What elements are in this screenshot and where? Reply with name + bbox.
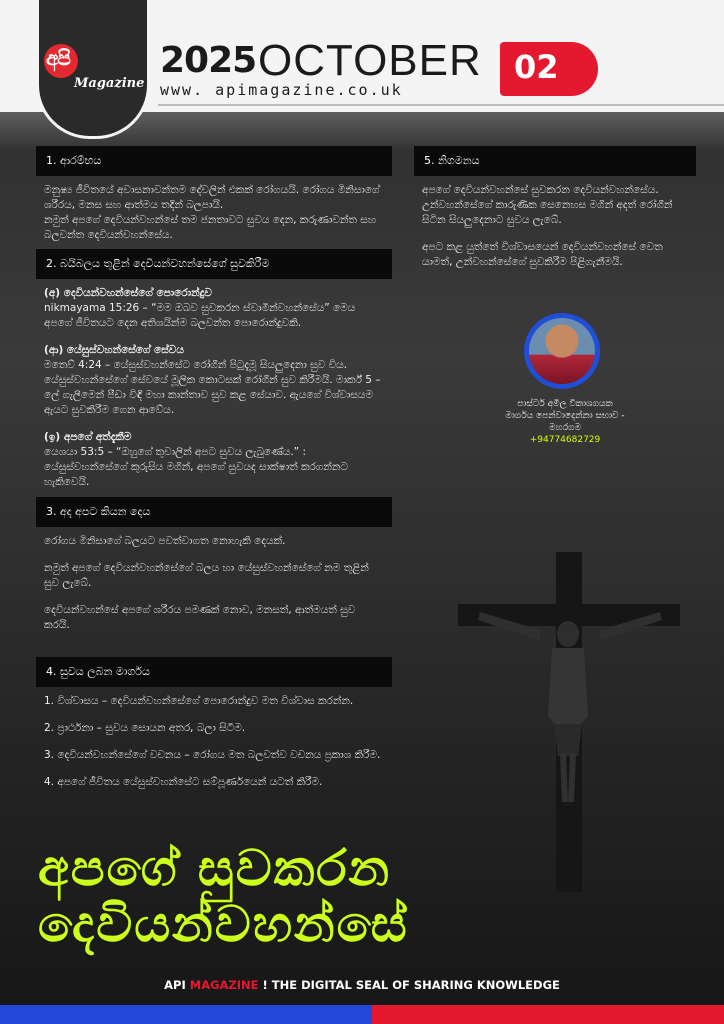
section-5-para-1: අපගේ දෙවියන්වහන්සේ සුවකරන දෙවියන්වහන්සේය. උන්වහන්සේගේ කාරුණික සෙනෙහස මගින් අදත් රෝගීන් සිටින සියලුදෙනාට සුවය ලැබේ. [422, 184, 673, 226]
section-4-step-4: 4. අපගේ ජීවිතය යේසුස්වහන්සේට සම්පූර්ණයෙන් යටත් කිරීම. [44, 776, 323, 788]
section-5-body [422, 183, 694, 282]
crucifix-arms [470, 600, 670, 640]
section-1-body [44, 183, 384, 243]
footer-magazine: MAGAZINE [189, 978, 259, 992]
author-organization: මාර්ගය පෙන්වාදෙන්නා සභාව - මහරගම [505, 411, 625, 433]
section-4-body [44, 694, 384, 802]
author-info [500, 398, 630, 446]
footer-api: API [164, 978, 190, 992]
section-2-text-b: මතෙව් 4:24 – යේසුස්වහන්සේට රෝගීන් පිටුදැමූ සියලුදෙනා සුව විය. යේසුස්වහන්සේගේ සේවයේ මූලික කොටසක් රෝගීන් සුව කිරීමයි. මාර්ක් 5 – ලේ ගැලීමෙන් පීඩා විඳි මහා කාන්තාව සුව කළ සේයාව. ඇයගේ විශ්වාසයම ඇයට සුවකිරීම ගෙන ආවේය. [44, 359, 381, 416]
issue-year: 2025 [160, 40, 257, 81]
section-5-heading: 5. නිගමනය [414, 146, 696, 176]
section-3-para-3: දෙවියන්වහන්සේ අපගේ ශරීරය පමණක් නොව, මනසත්, ආත්මයත් සුව කරයි. [44, 604, 356, 631]
footer-tagline [0, 978, 724, 992]
footer-bar-blue [0, 1005, 372, 1024]
section-3-body [44, 534, 384, 645]
section-4-step-2: 2. ප්‍රාර්ථනා – සුවය සොයන අතර, බලා සිටීම. [44, 722, 246, 734]
section-4-step-1: 1. විශ්වාසය – දෙවියන්වහන්සේගේ පොරොන්දුව මත විශ්වාස කරන්න. [44, 695, 354, 707]
cover-title-line-1: අපගේ සුවකරන [38, 839, 392, 897]
issue-number: 02 [514, 48, 559, 86]
section-1-heading: 1. ආරම්භය [36, 146, 392, 176]
footer-slogan: ! THE DIGITAL SEAL OF SHARING KNOWLEDGE [258, 978, 560, 992]
footer-bar-red [372, 1005, 724, 1024]
issue-number-badge [500, 42, 598, 96]
section-3-para-1: රෝගය මිනිසාගේ බලයට පවත්වාගත නොහැකි දෙයක්. [44, 535, 286, 547]
section-2-sub-c: (ඉ) අපගේ අත්දැකීම [44, 431, 132, 443]
section-5-para-2: අපට කළ යුත්තේ විශ්වාසයෙන් දෙවියන්වහන්සේ වෙත යාමත්, උන්වහන්සේගේ සුවකිරීම පිළිගැනීමයි. [422, 241, 663, 268]
section-1-para-2: නමුත් අපගේ දෙවියන්වහන්සේ තම ජනතාවට සුවය දෙන, කරුණාවන්ත සහ බලවන්ත දෙවියන්වහන්සේය. [44, 214, 377, 241]
section-4-step-3: 3. දෙවියන්වහන්සේගේ වචනය – රෝගය මත බලවත්ව වචනය ප්‍රකාශ කිරීම. [44, 749, 381, 761]
section-1-para-1: මනුෂ්‍ය ජීවිතයේ අවාසනාවන්තම දේවලින් එකක් රෝගයයි. රෝගය මිනිසාගේ ශරීරය, මනස සහ ආත්මය තදින් බලපායි. [44, 184, 380, 211]
section-3-para-2: නමුත් අපගේ දෙවියන්වහන්සේගේ බලය හා යේසුස්වහන්සේගේ නම තුළින් සුව ලැබේ. [44, 562, 369, 589]
section-4-heading: 4. සුවය ලබන මාර්ගය [36, 657, 392, 687]
cover-title-line-2: දෙවියන්වහන්සේ [38, 895, 409, 953]
section-2-heading: 2. බයිබලය තුළින් දෙවියන්වහන්සේගේ සුවකිරීම [36, 249, 392, 279]
section-2-sub-a: (අ) දෙවියන්වහන්සේගේ පොරොන්දුව [44, 287, 212, 299]
logo-magazine-text: Magazine [74, 76, 145, 91]
section-2-text-a: nikmayama 15:26 – “මම ඔබව සුවකරන ස්වාමීන්වහන්සේය” මෙය අපගේ ජීවිතයට දෙන අතිශයින්ම බලවන්ත පොරොන්දුවකි. [44, 302, 356, 329]
section-2-sub-b: (ආ) යේසුස්වහන්සේගේ සේවය [44, 344, 184, 356]
header-divider [158, 104, 724, 106]
section-2-body [44, 286, 384, 502]
author-name: පාස්ටර් අමිල විකාශගයක [517, 399, 613, 409]
author-avatar [529, 318, 595, 384]
website-url[interactable]: www. apimagazine.co.uk [160, 81, 403, 99]
author-phone: +94774682729 [529, 435, 601, 445]
section-3-heading: 3. අද අපට කියන දෙය [36, 497, 392, 527]
logo-api-text: අපි [46, 46, 70, 70]
section-2-text-c: යෙශයා 53:5 – “ඔහුගේ තුවාලින් අපට සුවය ලැබුණේය.” : යේසුස්වහන්සේගේ කුරුසිය මගින්, අපගේ සුවයද සාක්ෂාත් කරගන්නට හැකිවෙයි. [44, 446, 348, 488]
issue-month: OCTOBER [258, 36, 482, 85]
